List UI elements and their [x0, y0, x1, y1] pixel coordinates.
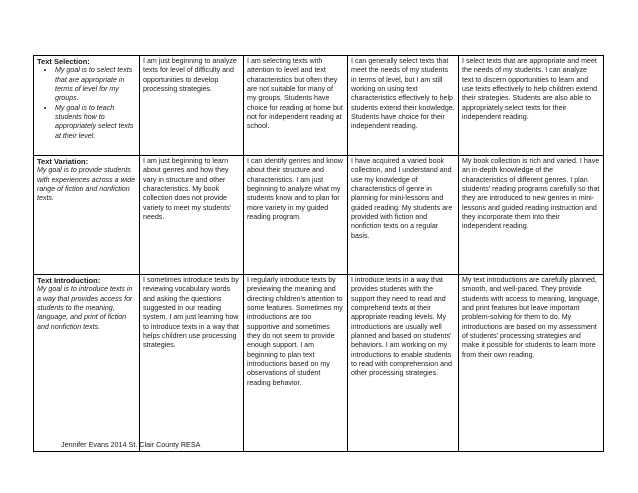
- table-row: [34, 156, 604, 275]
- goal-text: My goal is to introduce texts in a way that provides access for students to the meaning, language, and print of fiction and nonfiction texts.: [37, 285, 133, 331]
- row-header-cell: [34, 56, 140, 156]
- goal-item: • My goal is to select texts that are appropriate in terms of level for my groups.: [55, 66, 136, 103]
- row-heading: Text Introduction:: [37, 276, 101, 285]
- goal-list: [37, 66, 136, 141]
- goal-item: • My goal is to teach students how to appropriately select texts at their level.: [55, 104, 136, 141]
- level-2-cell: I am selecting texts with attention to level and text characteristics but often they are not suitable for many of my groups. Students have choice for reading at home but not for independent reading at school.: [244, 56, 348, 156]
- level-3-cell: I can generally select texts that meet the needs of my students in terms of level, but I am still working on using text characteristics effectively to help students extend their knowledge. Students have choice for their independent reading.: [348, 56, 459, 156]
- rubric-table: [33, 55, 604, 452]
- level-1-cell: I sometimes introduce texts by reviewing vocabulary words and asking the questions suggested in our reading system. I am just learning how to introduce texts in a way that helps children use processing strategies.: [140, 275, 244, 452]
- row-heading: Text Variation:: [37, 157, 89, 166]
- level-1-cell: I am just beginning to learn about genres and how they vary in structure and other characteristics. My book collection does not provide variety to meet my students' needs.: [140, 156, 244, 275]
- footer-credit: Jennifer Evans 2014 St. Clair County RESA: [61, 440, 201, 449]
- level-2-cell: I regularly introduce texts by previewing the meaning and directing children's attention to some features. Sometimes my introductions are too supportive and sometimes they do not seem to provide enough support. I am beginning to plan text introductions based on my observations of student reading behavior.: [244, 275, 348, 452]
- level-4-cell: My text introductions are carefully planned, smooth, and well-paced. They provide students with access to meaning, language, and print features but leave important problem-solving for them to do. My introductions are based on my assessment of students' processing strategies and make it possible for students to learn more from their own reading.: [459, 275, 604, 452]
- level-4-cell: My book collection is rich and varied. I have an in-depth knowledge of the characteristics of different genres. I plan students' reading programs carefully so that they are introduced to new genres in mini-lessons and guided reading instruction and they incorporate them into their independent reading.: [459, 156, 604, 275]
- level-2-cell: I can identify genres and know about their structure and characteristics. I am just beginning to analyze what my students know and to plan for more variety in my guided reading program.: [244, 156, 348, 275]
- table-row: [34, 275, 604, 452]
- goal-text: My goal is to provide students with experiences across a wide range of fiction and nonfiction texts.: [37, 166, 136, 203]
- level-3-cell: I have acquired a varied book collection, and I understand and use my knowledge of characteristics of genre in planning for mini-lessons and guided reading. My students are provided with fiction and nonfiction texts on a regular basis.: [348, 156, 459, 275]
- row-heading: Text Selection:: [37, 57, 90, 66]
- level-1-cell: I am just beginning to analyze texts for level of difficulty and opportunities to develop processing strategies.: [140, 56, 244, 156]
- row-header-cell: [34, 275, 140, 452]
- level-4-cell: I select texts that are appropriate and meet the needs of my students. I can analyze text to discern opportunities to learn and use texts effectively to help children extend their strategies. Students are also able to appropriately select texts for their independent reading.: [459, 56, 604, 156]
- row-header-cell: [34, 156, 140, 275]
- level-3-cell: I introduce texts in a way that provides students with the support they need to read and comprehend texts at their appropriate reading levels. My introductions are usually well planned and based on students' behaviors. I am working on my introductions to enable students to read with comprehension and other processing strategies.: [348, 275, 459, 452]
- table-row: [34, 56, 604, 156]
